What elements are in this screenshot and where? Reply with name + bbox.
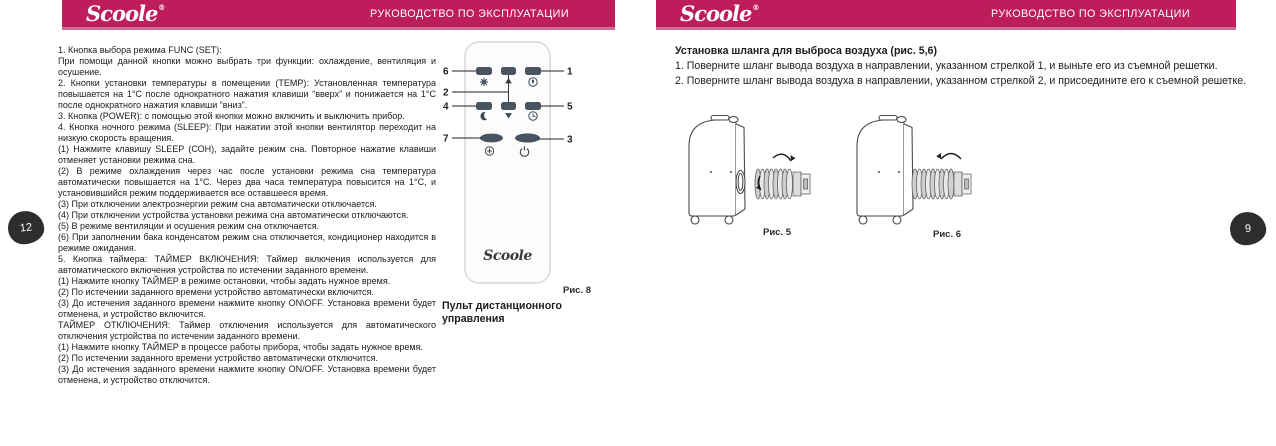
temp-down-button [501,102,516,110]
figure-6-caption: Рис. 6 [933,229,962,240]
ac-wheel [859,216,867,224]
paragraph: (6) При заполнении бака конденсатом режим сна отключается, кондиционер находится в режиме ожидания. [58,232,436,253]
remote-control-figure [438,38,590,300]
paragraph: 1. Поверните шланг вывода воздуха в направлении, указанном стрелкой 1, и выньте его из съемной решетки. [675,60,1218,72]
paragraph: (2) По истечении заданного времени устройство автоматически отключится. [58,353,379,363]
ac-wheel [893,216,901,224]
ac-handle [879,116,897,121]
ac-handle [711,116,729,121]
paragraph: (2) По истечении заданного времени устройство автоматически включится. [58,287,374,297]
figure-6-ac-unit [849,110,989,228]
ac-front-panel [857,119,904,216]
right-page-text-column [675,44,1256,89]
ac-wheel [691,216,699,224]
ac-top-knob [729,117,738,123]
ac-top-knob [897,117,906,123]
paragraph: 1. Кнопка выбора режима FUNC (SET): [58,45,222,55]
ac-front-panel [689,119,736,216]
figure-5-ac-unit [681,110,821,228]
ac-side-panel [904,124,913,215]
page-number-badge-right: 9 [1228,210,1267,247]
paragraph: 3. Кнопка (POWER): с помощью этой кнопки можно включить и выключить прибор. [58,111,405,121]
paragraph: (1) Нажмите кнопку ТАЙМЕР в процессе работы прибора, чтобы задать нужное время. [58,342,423,352]
section-heading: Установка шланга для выброса воздуха (рис. 5,6) [675,45,937,57]
temp-up-button [501,67,516,75]
registered-mark: ® [752,3,759,12]
paragraph: 2. Поверните шланг вывода воздуха в направлении, указанном стрелкой 2, и присоедините его к съемной решетке. [675,75,1247,87]
remote-scoole-logo: Scoole [483,248,532,264]
paragraph: 4. Кнопка ночного режима (SLEEP): При нажатии этой кнопки вентилятор переходит на низкую скорость вращения. [58,122,436,143]
onoff-button [515,133,540,142]
fan-icon [480,78,488,86]
callout-1: 1 [567,66,573,78]
paragraph: При помощи данной кнопки можно выбрать три функции: охлаждение, вентиляция и осушение. [58,56,436,77]
rotation-arrow-2 [936,153,961,159]
scoole-logo: Scoole® [680,1,759,26]
left-page-header [62,0,615,30]
paragraph: ТАЙМЕР ОТКЛЮЧЕНИЯ: Таймер отключения используется для автоматического отключения устройства по истечении заданного времени. [58,320,436,341]
timer-button [525,102,541,110]
right-page-header [656,0,1236,30]
paragraph: (5) В режиме вентиляции и осушения режим сна отключается. [58,221,320,231]
figure-5-caption: Рис. 5 [763,227,792,238]
ac-side-panel [736,124,745,215]
left-page-text-column [58,45,436,386]
paragraph: (3) При отключении электроэнергии режим сна автоматически отключается. [58,199,377,209]
paragraph: (3) До истечения заданного времени нажмите кнопку ON/OFF. Установка времени будет отменена, и устройство отключится. [58,364,436,385]
callout-2: 2 [443,87,449,99]
registered-mark: ® [158,3,165,12]
paragraph: 5. Кнопка таймера: ТАЙМЕР ВКЛЮЧЕНИЯ: Таймер включения используется для автоматического включения устройства по истечении заданного времени. [58,254,436,275]
sleep-button [476,102,492,110]
manual-title: РУКОВОДСТВО ПО ЭКСПЛУАТАЦИИ [370,7,569,20]
callout-3: 3 [567,134,573,146]
scoole-logo: Scoole® [86,1,165,26]
paragraph: (1) Нажмите кнопку ТАЙМЕР в режиме остановки, чтобы задать нужное время. [58,276,391,286]
paragraph: (1) Нажмите клавишу SLEEP (СОН), задайте режим сна. Повторное нажатие клавиши отменяет установки режима сна. [58,144,436,165]
remote-body [465,42,550,283]
mode-button [476,67,492,75]
callout-5: 5 [567,101,573,113]
exhaust-hose [912,169,971,199]
dry-button [525,67,541,75]
callout-4: 4 [443,101,449,113]
ac-wheel [725,216,733,224]
ac-vent-inner [738,174,743,191]
manual-title: РУКОВОДСТВО ПО ЭКСПЛУАТАЦИИ [991,7,1190,20]
figure-8-caption: Рис. 8 [563,285,592,296]
exhaust-hose [755,169,810,199]
paragraph: 2. Кнопки установки температуры в помещении (TEMP): Установленная температура повышается на 1°C после однократного нажатия клавиши “вверх” и понижается на 1°C после однократного нажатия клавиши “вниз”. [58,78,436,110]
remote-figure-title: Пульт дистанционного управления [442,300,562,325]
callout-7: 7 [443,133,449,145]
paragraph: (2) В режиме охлаждения через час после установки режима сна температура автоматически повышается на 1°C. Через два часа температура повысится на 1°C, и установившийся режим поддерживается все оставшееся время. [58,166,436,198]
paragraph: (3) До истечения заданного времени нажмите кнопку ON\OFF. Установка времени будет отменена, и устройство включится. [58,298,436,319]
callout-6: 6 [443,66,449,78]
speed-button [480,134,503,143]
page-number-badge-left: 12 [6,209,45,246]
paragraph: (4) При отключении устройства установки режима сна автоматически отключаются. [58,210,409,220]
